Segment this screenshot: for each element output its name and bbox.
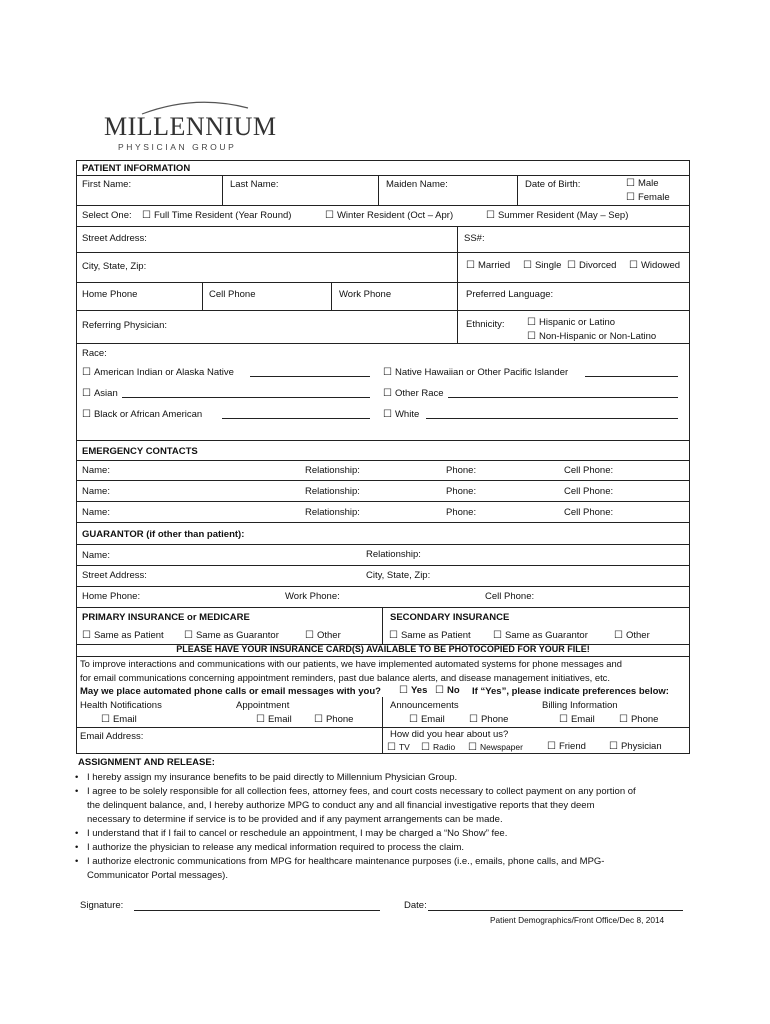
- emergency-contacts-heading: EMERGENCY CONTACTS: [82, 446, 198, 457]
- signature-line[interactable]: [134, 910, 380, 911]
- friend-checkbox[interactable]: ☐ Friend: [547, 741, 586, 752]
- primary-insurance-heading: PRIMARY INSURANCE or MEDICARE: [82, 612, 250, 623]
- appointment-email-checkbox[interactable]: ☐ Email: [256, 714, 292, 725]
- how-hear-label: How did you hear about us?: [390, 729, 509, 740]
- no-checkbox[interactable]: ☐ No: [435, 685, 460, 696]
- logo-subtitle: PHYSICIAN GROUP: [118, 142, 237, 152]
- row-divider: [76, 226, 690, 227]
- health-email-checkbox[interactable]: ☐ Email: [101, 714, 137, 725]
- guarantor-name-label: Name:: [82, 550, 110, 561]
- row-divider: [76, 310, 690, 311]
- physician-checkbox[interactable]: ☐ Physician: [609, 741, 662, 752]
- patient-info-heading: PATIENT INFORMATION: [82, 163, 191, 174]
- female-checkbox[interactable]: ☐ Female: [626, 192, 670, 203]
- yes-checkbox[interactable]: ☐ Yes: [399, 685, 427, 696]
- appointment-label: Appointment: [236, 700, 290, 711]
- bullet-continuation: the delinquent balance, and, I hereby authorize MPG to conduct any and all financial investigative reports that they deem: [87, 800, 595, 811]
- emergency-name-label: Name:: [82, 486, 110, 497]
- signature-label: Signature:: [80, 900, 124, 911]
- row-divider: [76, 501, 690, 502]
- guarantor-home-phone-label: Home Phone:: [82, 591, 141, 602]
- race-white-checkbox[interactable]: ☐ White: [383, 409, 419, 420]
- winter-checkbox[interactable]: ☐ Winter Resident (Oct – Apr): [325, 210, 453, 221]
- fill-line: [122, 397, 370, 398]
- assignment-heading: ASSIGNMENT AND RELEASE:: [78, 757, 215, 768]
- row-divider: [76, 607, 690, 608]
- male-checkbox[interactable]: ☐ Male: [626, 178, 659, 189]
- emergency-cell-label: Cell Phone:: [564, 465, 614, 476]
- guarantor-cell-phone-label: Cell Phone:: [485, 591, 535, 602]
- row-divider: [76, 565, 690, 566]
- col-divider: [382, 607, 383, 644]
- col-divider: [457, 226, 458, 343]
- tv-checkbox[interactable]: ☐ TV: [387, 742, 410, 753]
- announcements-phone-checkbox[interactable]: ☐ Phone: [469, 714, 508, 725]
- emergency-cell-label: Cell Phone:: [564, 507, 614, 518]
- primary-same-guarantor-checkbox[interactable]: ☐ Same as Guarantor: [184, 630, 279, 641]
- secondary-same-patient-checkbox[interactable]: ☐ Same as Patient: [389, 630, 471, 641]
- newspaper-checkbox[interactable]: ☐ Newspaper: [468, 742, 523, 753]
- widowed-checkbox[interactable]: ☐ Widowed: [629, 260, 680, 271]
- guarantor-work-phone-label: Work Phone:: [285, 591, 340, 602]
- hispanic-checkbox[interactable]: ☐ Hispanic or Latino: [527, 317, 615, 328]
- married-checkbox[interactable]: ☐ Married: [466, 260, 510, 271]
- select-one-label: Select One:: [82, 210, 132, 221]
- race-hawaiian-checkbox[interactable]: ☐ Native Hawaiian or Other Pacific Islander: [383, 367, 568, 378]
- bullet-text: I authorize the physician to release any medical information required to process the claim.: [87, 842, 465, 853]
- row-divider: [76, 343, 690, 344]
- row-divider: [76, 586, 690, 587]
- secondary-other-checkbox[interactable]: ☐ Other: [614, 630, 650, 641]
- fill-line: [448, 397, 678, 398]
- fill-line: [222, 418, 370, 419]
- emergency-phone-label: Phone:: [446, 507, 477, 518]
- row-divider: [76, 282, 690, 283]
- fill-line: [250, 376, 370, 377]
- street-address-label: Street Address:: [82, 233, 147, 244]
- referring-physician-label: Referring Physician:: [82, 320, 168, 331]
- bullet-text: I agree to be solely responsible for all collection fees, attorney fees, and court costs necessary to collect payment on any portion of: [87, 786, 636, 797]
- billing-information-label: Billing Information: [542, 700, 618, 711]
- race-american-indian-checkbox[interactable]: ☐ American Indian or Alaska Native: [82, 367, 234, 378]
- maiden-name-label: Maiden Name:: [386, 179, 448, 190]
- date-line[interactable]: [428, 910, 683, 911]
- billing-phone-checkbox[interactable]: ☐ Phone: [619, 714, 658, 725]
- announcements-label: Announcements: [390, 700, 459, 711]
- secondary-same-guarantor-checkbox[interactable]: ☐ Same as Guarantor: [493, 630, 588, 641]
- fill-line: [426, 418, 678, 419]
- emergency-relationship-label: Relationship:: [305, 486, 360, 497]
- race-asian-checkbox[interactable]: ☐ Asian: [82, 388, 118, 399]
- emergency-cell-label: Cell Phone:: [564, 486, 614, 497]
- home-phone-label: Home Phone: [82, 289, 138, 300]
- guarantor-street-label: Street Address:: [82, 570, 147, 581]
- single-checkbox[interactable]: ☐ Single: [523, 260, 561, 271]
- dob-label: Date of Birth:: [525, 179, 581, 190]
- automated-calls-question: May we place automated phone calls or email messages with you?: [80, 686, 381, 697]
- divorced-checkbox[interactable]: ☐ Divorced: [567, 260, 616, 271]
- guarantor-heading: GUARANTOR (if other than patient):: [82, 529, 245, 540]
- primary-other-checkbox[interactable]: ☐ Other: [305, 630, 341, 641]
- col-divider: [222, 175, 223, 205]
- row-divider: [76, 522, 690, 523]
- preferred-language-label: Preferred Language:: [466, 289, 554, 300]
- appointment-phone-checkbox[interactable]: ☐ Phone: [314, 714, 353, 725]
- col-divider: [202, 282, 203, 310]
- communication-text: for email communications concerning appointment reminders, past due balance alerts, and disease management initiatives, etc.: [80, 672, 610, 683]
- emergency-relationship-label: Relationship:: [305, 507, 360, 518]
- row-divider: [76, 727, 690, 728]
- guarantor-relationship-label: Relationship:: [366, 549, 421, 560]
- bullet-text: I understand that if I fail to cancel or reschedule an appointment, I may be charged a “No Show” fee.: [87, 828, 508, 839]
- radio-checkbox[interactable]: ☐ Radio: [421, 742, 455, 753]
- ssn-label: SS#:: [464, 233, 485, 244]
- col-divider: [382, 697, 383, 754]
- race-label: Race:: [82, 348, 107, 359]
- col-divider: [331, 282, 332, 310]
- announcements-email-checkbox[interactable]: ☐ Email: [409, 714, 445, 725]
- email-address-label: Email Address:: [80, 731, 144, 742]
- cell-phone-label: Cell Phone: [209, 289, 256, 300]
- emergency-phone-label: Phone:: [446, 465, 477, 476]
- ethnicity-label: Ethnicity:: [466, 319, 505, 330]
- guarantor-city-label: City, State, Zip:: [366, 570, 431, 581]
- row-divider: [76, 460, 690, 461]
- row-divider: [76, 205, 690, 206]
- row-divider: [76, 252, 690, 253]
- bullet-text: I hereby assign my insurance benefits to be paid directly to Millennium Physician Group.: [87, 772, 458, 783]
- logo: MILLENNIUM: [104, 112, 277, 141]
- bullet-continuation: Communicator Portal messages).: [87, 870, 228, 881]
- col-divider: [517, 175, 518, 205]
- race-other-checkbox[interactable]: ☐ Other Race: [383, 388, 444, 399]
- emergency-name-label: Name:: [82, 465, 110, 476]
- summer-checkbox[interactable]: ☐ Summer Resident (May – Sep): [486, 210, 628, 221]
- work-phone-label: Work Phone: [339, 289, 392, 300]
- row-divider: [76, 175, 690, 176]
- bullet-text: I authorize electronic communications from MPG for healthcare maintenance purposes (i.e., emails, phone calls, and MPG-: [87, 856, 605, 867]
- emergency-name-label: Name:: [82, 507, 110, 518]
- row-divider: [76, 440, 690, 441]
- row-divider: [76, 480, 690, 481]
- row-divider: [76, 656, 690, 657]
- secondary-insurance-heading: SECONDARY INSURANCE: [390, 612, 510, 623]
- col-divider: [378, 175, 379, 205]
- emergency-phone-label: Phone:: [446, 486, 477, 497]
- row-divider: [76, 544, 690, 545]
- bullet-continuation: necessary to determine if service is to be provided and if any payment arrangements can be made.: [87, 814, 503, 825]
- primary-same-patient-checkbox[interactable]: ☐ Same as Patient: [82, 630, 164, 641]
- health-notifications-label: Health Notifications: [80, 700, 162, 711]
- city-state-zip-label: City, State, Zip:: [82, 261, 147, 272]
- date-label: Date:: [404, 900, 427, 911]
- race-black-checkbox[interactable]: ☐ Black or African American: [82, 409, 202, 420]
- fill-line: [585, 376, 678, 377]
- first-name-label: First Name:: [82, 179, 132, 190]
- footer-text: Patient Demographics/Front Office/Dec 8, 2014: [490, 915, 665, 925]
- if-yes-instructions: If “Yes”, please indicate preferences below:: [472, 686, 669, 697]
- emergency-relationship-label: Relationship:: [305, 465, 360, 476]
- communication-text: To improve interactions and communications with our patients, we have implemented automated systems for phone messages and: [80, 658, 622, 669]
- billing-email-checkbox[interactable]: ☐ Email: [559, 714, 595, 725]
- full-time-checkbox[interactable]: ☐ Full Time Resident (Year Round): [142, 210, 291, 221]
- insurance-card-notice: PLEASE HAVE YOUR INSURANCE CARD(S) AVAILABLE TO BE PHOTOCOPIED FOR YOUR FILE!: [176, 644, 590, 654]
- last-name-label: Last Name:: [230, 179, 279, 190]
- non-hispanic-checkbox[interactable]: ☐ Non-Hispanic or Non-Latino: [527, 331, 656, 342]
